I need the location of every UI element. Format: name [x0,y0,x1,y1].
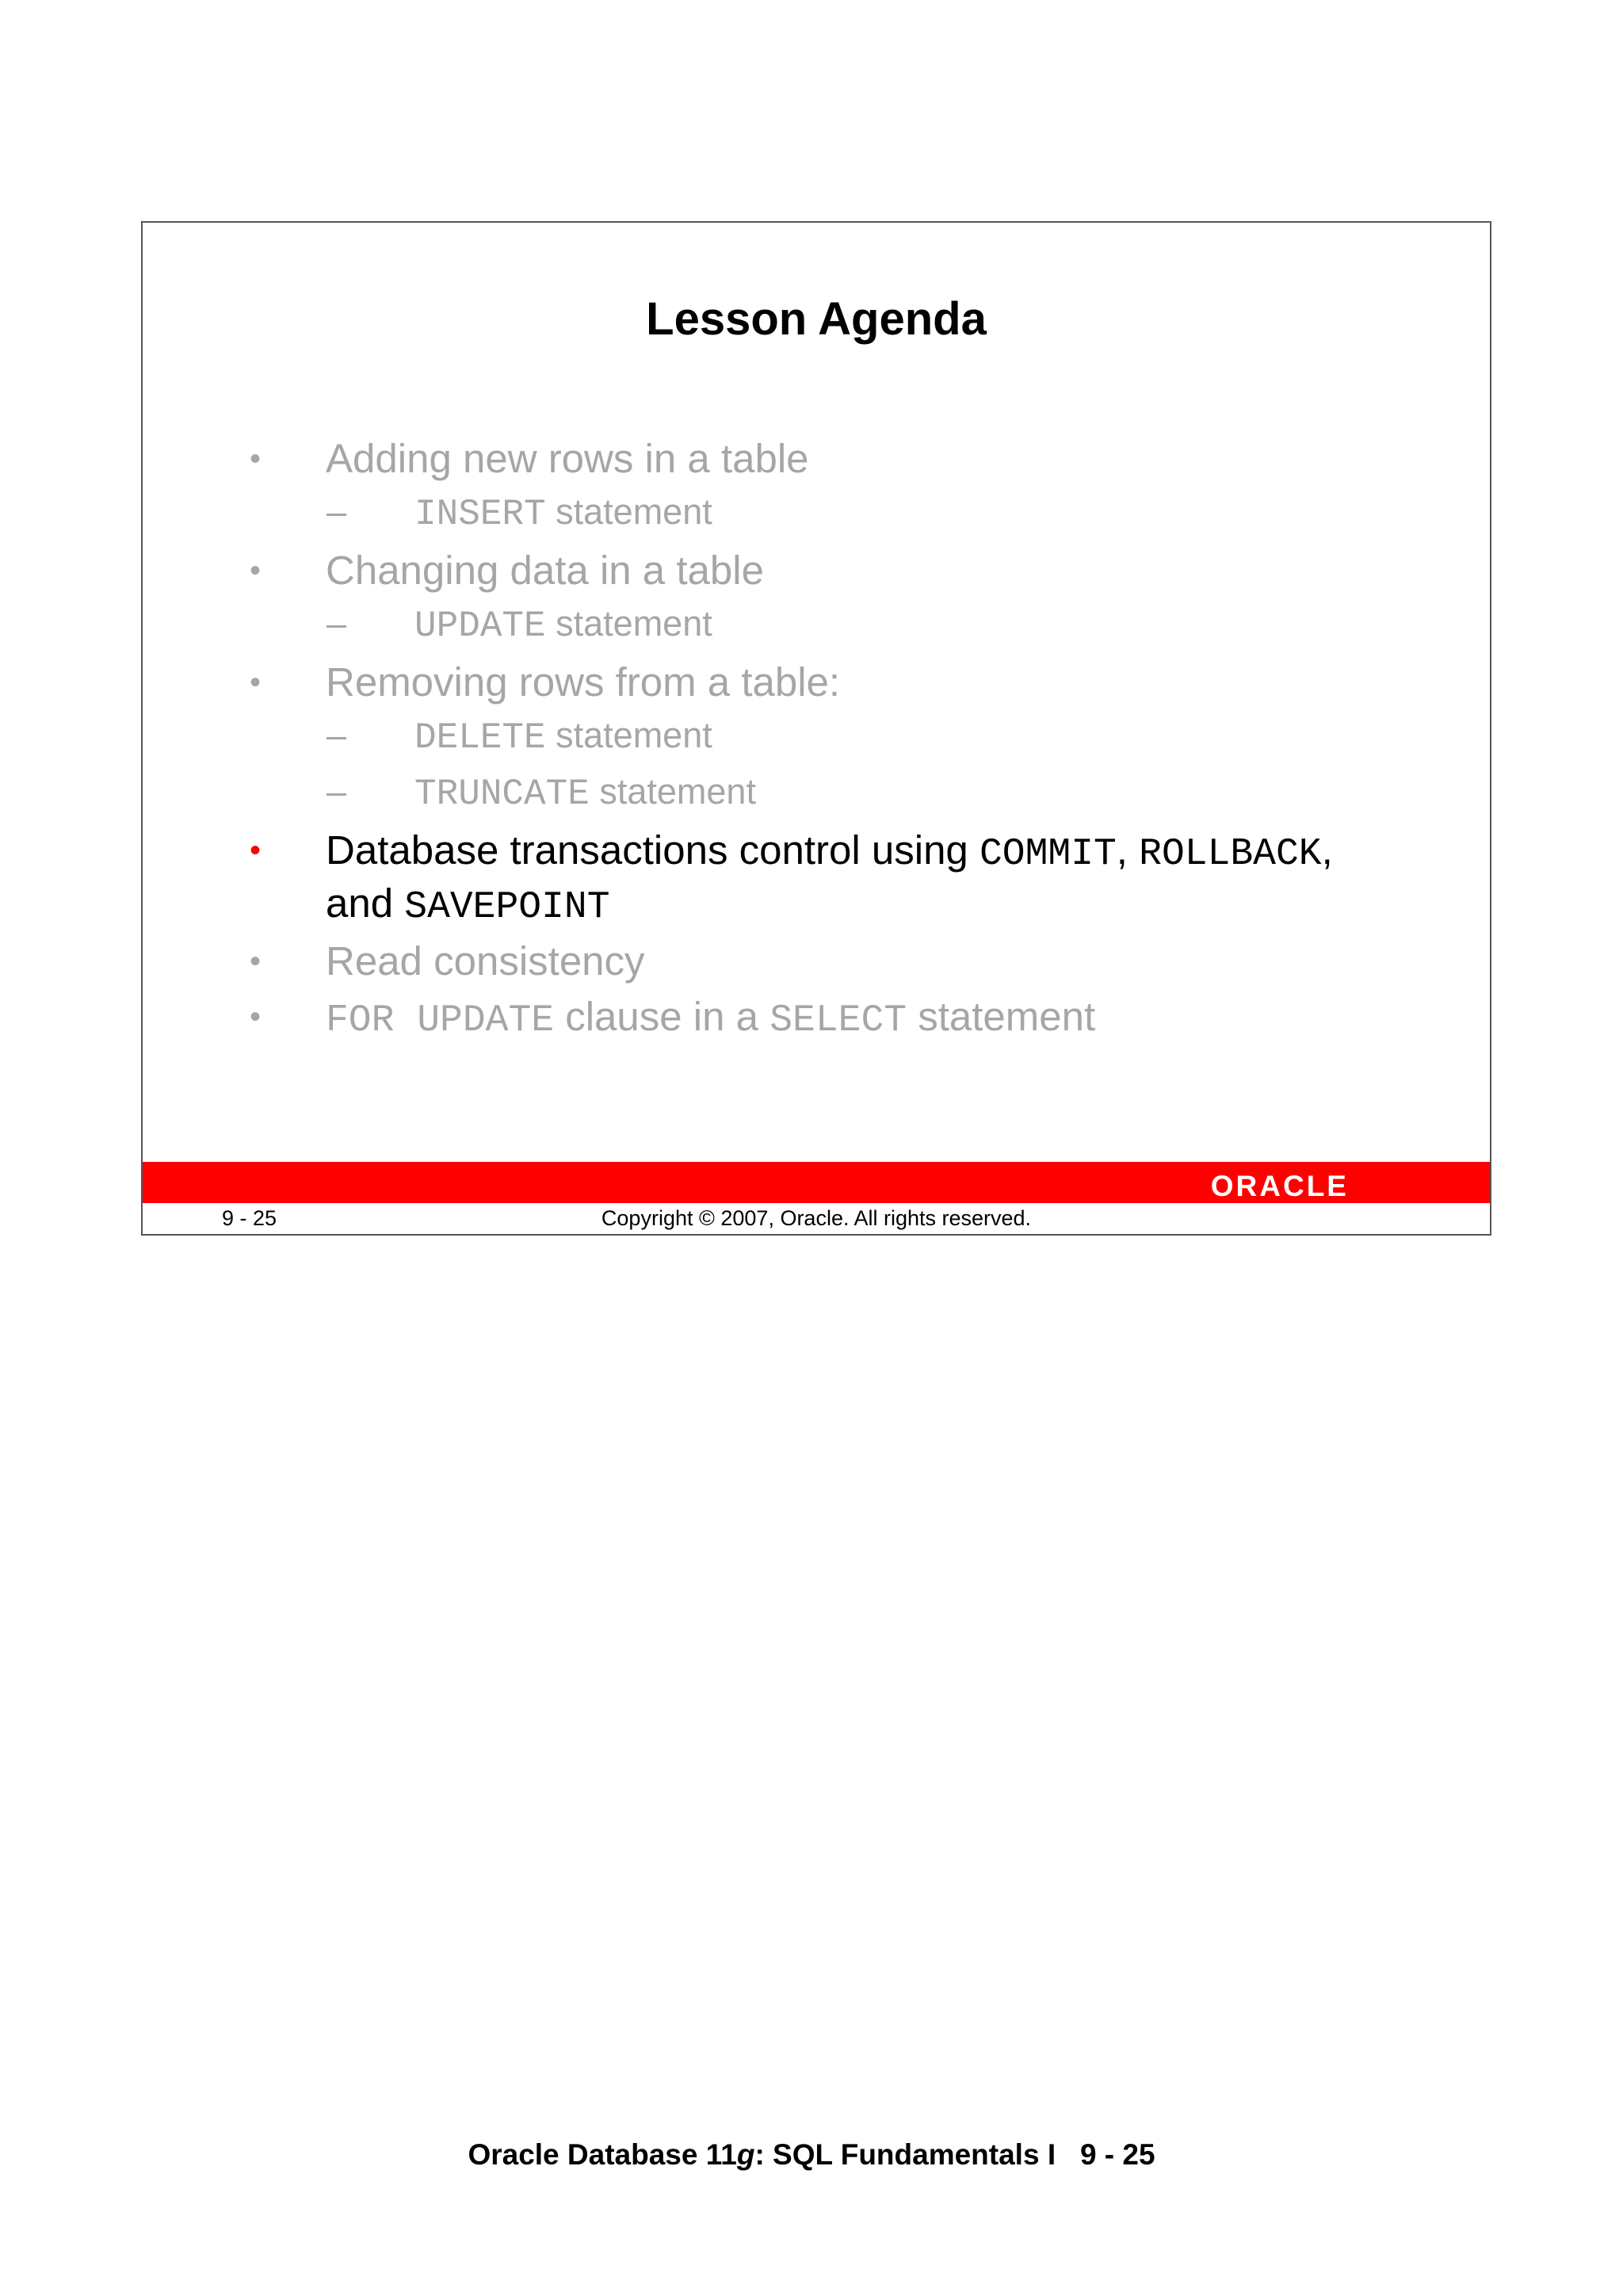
bullet-icon: • [250,944,262,979]
slide-title: Lesson Agenda [646,293,987,345]
agenda-subitem-insert: – INSERT statement [250,485,1438,541]
agenda-item-adding-rows: • Adding new rows in a table [250,433,1438,485]
slide-page-number: 9 - 25 [222,1206,277,1230]
dash-icon: – [327,603,347,644]
copyright-text: Copyright © 2007, Oracle. All rights reserved. [601,1206,1032,1230]
brand-bar [143,1162,1490,1203]
bullet-icon: • [250,999,262,1034]
agenda-item-for-update: • FOR UPDATE clause in a SELECT statement [250,991,1438,1047]
agenda-subitem-truncate: – TRUNCATE statement [250,765,1438,821]
agenda-subitem-delete: – DELETE statement [250,709,1438,765]
agenda-list [250,433,1438,1047]
oracle-logo: ORACLE [1210,1170,1349,1202]
agenda-item-read-consistency: • Read consistency [250,935,1438,988]
slide-footer [143,1203,1490,1236]
bullet-icon: • [250,665,262,700]
dash-icon: – [327,491,347,532]
dash-icon: – [327,771,347,812]
bullet-icon: • [250,833,262,868]
agenda-item-removing-rows: • Removing rows from a table: [250,656,1438,709]
agenda-subitem-update: – UPDATE statement [250,597,1438,653]
bullet-icon: • [250,441,262,476]
agenda-item-changing-data: • Changing data in a table [250,544,1438,597]
bullet-icon: • [250,553,262,588]
agenda-item-transactions-current: • Database transactions control using COMMIT, ROLLBACK, and SAVEPOINT [250,827,1333,929]
document-footer: Oracle Database 11g: SQL Fundamentals I 9 - 25 [468,2138,1155,2171]
slide [141,221,1491,1236]
dash-icon: – [327,715,347,755]
